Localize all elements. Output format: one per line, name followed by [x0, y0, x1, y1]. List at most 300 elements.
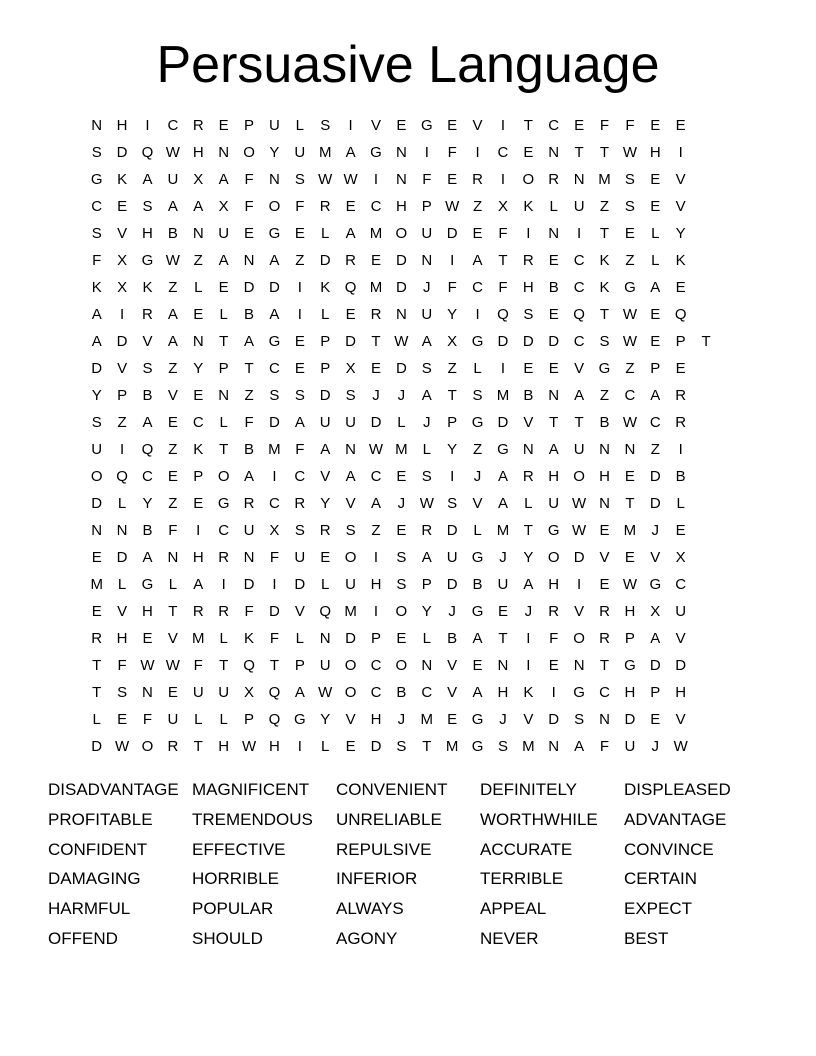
grid-letter: L [321, 738, 330, 755]
grid-letter: G [420, 117, 433, 134]
grid-letter: N [91, 522, 103, 539]
grid-letter: Z [117, 414, 127, 431]
grid-letter: A [574, 387, 585, 404]
grid-letter: F [244, 603, 254, 620]
grid-letter: Z [472, 441, 483, 458]
grid-letter: A [244, 468, 255, 485]
grid-letter: L [473, 360, 482, 377]
grid-letter: A [142, 171, 153, 188]
grid-letter: U [548, 495, 560, 512]
grid-letter: S [345, 522, 356, 539]
grid-letter: E [396, 468, 407, 485]
grid-row [84, 436, 719, 463]
grid-letter: E [396, 630, 407, 647]
grid-letter: V [167, 630, 178, 647]
grid-letter: S [91, 414, 102, 431]
grid-letter: L [219, 306, 228, 323]
page-title: Persuasive Language [156, 36, 660, 94]
grid-letter: N [192, 333, 204, 350]
grid-letter: H [116, 630, 128, 647]
grid-letter: R [599, 630, 610, 647]
grid-letter: E [117, 711, 128, 728]
grid-letter: X [269, 522, 280, 539]
grid-letter: A [91, 333, 102, 350]
grid-letter: U [319, 657, 331, 674]
grid-letter: V [117, 360, 128, 377]
grid-letter: M [496, 522, 510, 539]
grid-letter: V [117, 603, 128, 620]
grid-letter: E [447, 711, 458, 728]
grid-letter: X [244, 684, 255, 701]
grid-letter: G [598, 360, 611, 377]
grid-letter: R [548, 171, 560, 188]
grid-letter: L [473, 522, 482, 539]
grid-letter: E [345, 198, 356, 215]
grid-letter: B [396, 684, 407, 701]
grid-letter: P [421, 198, 432, 215]
grid-row [84, 544, 719, 571]
word-list-item: DEFINITELY [480, 780, 577, 799]
grid-row [84, 247, 719, 274]
grid-letter: O [344, 549, 357, 566]
grid-letter: L [194, 279, 203, 296]
grid-letter: I [221, 576, 226, 593]
grid-letter: X [497, 198, 508, 215]
grid-letter: L [168, 576, 178, 593]
grid-letter: J [473, 468, 482, 485]
word-list-item: APPEAL [480, 899, 547, 919]
grid-letter: C [370, 198, 382, 215]
grid-letter: T [219, 333, 229, 350]
grid-letter: Q [116, 468, 128, 485]
grid-letter: J [372, 387, 380, 404]
grid-letter: F [498, 279, 508, 296]
grid-letter: L [117, 495, 127, 512]
word-list-item: DAMAGING [48, 869, 141, 889]
grid-letter: H [649, 144, 661, 161]
grid-letter: W [622, 333, 637, 350]
grid-letter: D [91, 360, 103, 377]
grid-letter: T [244, 360, 254, 377]
grid-letter: A [320, 441, 331, 458]
grid-letter: Y [91, 387, 102, 404]
grid-letter: W [318, 684, 333, 701]
grid-letter: D [269, 414, 280, 431]
grid-letter: M [623, 522, 637, 539]
grid-letter: A [269, 252, 280, 269]
grid-letter: W [572, 522, 587, 539]
grid-letter: F [244, 171, 254, 188]
grid-letter: L [219, 711, 228, 728]
grid-letter: E [650, 171, 661, 188]
grid-letter: B [142, 387, 153, 404]
grid-letter: O [344, 684, 357, 701]
grid-letter: E [294, 225, 305, 242]
grid-letter: X [117, 279, 128, 296]
grid-letter: E [193, 306, 204, 323]
grid-row [84, 409, 719, 436]
grid-row [84, 652, 719, 679]
grid-letter: D [497, 333, 509, 350]
grid-letter: D [319, 252, 331, 269]
grid-letter: V [472, 495, 483, 512]
grid-letter: X [193, 171, 204, 188]
grid-letter: S [396, 738, 407, 755]
grid-letter: A [421, 549, 432, 566]
grid-letter: E [624, 468, 635, 485]
grid-letter: U [675, 603, 687, 620]
grid-letter: F [498, 225, 508, 242]
grid-letter: S [472, 387, 483, 404]
grid-letter: T [92, 657, 102, 674]
grid-letter: N [421, 657, 433, 674]
grid-letter: I [678, 144, 683, 161]
grid-letter: H [548, 468, 560, 485]
grid-letter: L [92, 711, 101, 728]
grid-letter: G [217, 495, 230, 512]
grid-letter: P [320, 360, 331, 377]
grid-letter: E [650, 711, 661, 728]
grid-letter: S [294, 171, 305, 188]
grid-letter: C [472, 279, 483, 296]
grid-letter: A [370, 495, 381, 512]
grid-letter: V [675, 171, 686, 188]
grid-letter: Z [295, 252, 305, 269]
grid-letter: Q [344, 279, 357, 296]
grid-letter: T [193, 738, 203, 755]
grid-letter: P [624, 630, 635, 647]
grid-letter: Y [320, 711, 331, 728]
grid-letter: L [422, 441, 431, 458]
grid-letter: M [344, 603, 357, 620]
grid-letter: E [624, 549, 635, 566]
grid-letter: L [321, 576, 330, 593]
grid-letter: M [395, 441, 408, 458]
grid-letter: N [599, 711, 610, 728]
word-list-item: MAGNIFICENT [192, 780, 310, 799]
grid-letter: S [91, 144, 102, 161]
grid-letter: P [370, 630, 381, 647]
grid-letter: T [599, 225, 610, 242]
grid-letter: A [91, 306, 102, 323]
grid-letter: C [599, 684, 610, 701]
grid-letter: A [167, 333, 178, 350]
grid-letter: G [268, 333, 281, 350]
grid-letter: G [471, 603, 484, 620]
grid-letter: S [599, 333, 610, 350]
grid-letter: Q [243, 657, 255, 674]
grid-letter: V [599, 549, 610, 566]
grid-letter: P [218, 360, 229, 377]
grid-letter: R [294, 495, 306, 512]
grid-letter: V [447, 657, 458, 674]
grid-letter: L [321, 225, 330, 242]
grid-letter: D [294, 576, 306, 593]
grid-letter: E [396, 117, 407, 134]
grid-letter: N [345, 441, 357, 458]
grid-letter: F [117, 657, 127, 674]
grid-letter: S [320, 117, 331, 134]
grid-letter: F [168, 522, 178, 539]
grid-letter: H [522, 279, 534, 296]
word-list-item: CONVENIENT [336, 780, 448, 799]
word-search-grid [84, 112, 719, 760]
grid-letter: E [523, 144, 534, 161]
grid-letter: C [573, 333, 585, 350]
word-list-item: UNRELIABLE [336, 809, 442, 829]
grid-letter: R [345, 252, 357, 269]
grid-letter: X [117, 252, 128, 269]
grid-letter: A [142, 549, 153, 566]
grid-letter: S [421, 468, 432, 485]
grid-row [84, 274, 719, 301]
grid-letter: C [573, 252, 585, 269]
grid-letter: Q [319, 603, 332, 620]
grid-letter: C [294, 468, 306, 485]
grid-letter: T [269, 657, 280, 674]
grid-letter: E [497, 603, 508, 620]
grid-letter: U [218, 684, 230, 701]
grid-letter: Y [269, 144, 280, 161]
grid-letter: K [117, 171, 128, 188]
grid-letter: R [522, 468, 534, 485]
grid-letter: M [318, 144, 332, 161]
grid-letter: Z [472, 198, 483, 215]
grid-letter: M [496, 387, 510, 404]
grid-letter: S [294, 522, 305, 539]
grid-letter: E [193, 495, 204, 512]
grid-letter: A [218, 171, 229, 188]
grid-letter: B [599, 414, 610, 431]
grid-letter: Y [447, 441, 458, 458]
grid-letter: Q [573, 306, 585, 323]
grid-letter: U [294, 549, 306, 566]
grid-letter: G [268, 225, 281, 242]
grid-letter: U [91, 441, 103, 458]
grid-letter: F [193, 657, 203, 674]
grid-letter: A [472, 684, 483, 701]
grid-letter: Y [523, 549, 534, 566]
grid-letter: U [421, 306, 433, 323]
word-list-item: HARMFUL [48, 899, 131, 919]
grid-letter: E [218, 117, 229, 134]
word-list-item: OFFEND [48, 928, 118, 948]
grid-letter: N [573, 657, 585, 674]
grid-letter: Y [675, 225, 686, 242]
grid-letter: C [269, 495, 280, 512]
grid-letter: E [650, 306, 661, 323]
grid-letter: J [423, 279, 431, 296]
grid-letter: C [421, 684, 433, 701]
grid-letter: E [244, 225, 255, 242]
grid-letter: I [297, 738, 302, 755]
grid-letter: F [422, 171, 432, 188]
grid-letter: F [269, 549, 280, 566]
grid-letter: F [549, 630, 559, 647]
grid-letter: E [294, 360, 305, 377]
grid-letter: T [92, 684, 102, 701]
grid-letter: A [472, 630, 483, 647]
grid-letter: N [599, 495, 610, 512]
grid-letter: V [320, 468, 331, 485]
grid-letter: D [243, 576, 255, 593]
grid-letter: A [142, 414, 153, 431]
grid-letter: D [522, 333, 534, 350]
grid-letter: S [117, 684, 128, 701]
word-list-item: CONFIDENT [48, 839, 148, 859]
grid-letter: T [523, 522, 533, 539]
grid-letter: A [244, 333, 255, 350]
grid-letter: I [272, 576, 277, 593]
grid-letter: O [243, 144, 255, 161]
grid-letter: I [272, 468, 277, 485]
grid-letter: E [294, 333, 305, 350]
grid-letter: G [624, 657, 636, 674]
grid-letter: E [370, 252, 381, 269]
word-list-item: ALWAYS [336, 899, 404, 919]
grid-letter: J [651, 522, 660, 539]
grid-row [84, 139, 719, 166]
grid-letter: E [675, 360, 686, 377]
grid-letter: N [548, 144, 560, 161]
word-list-item: EXPECT [624, 899, 693, 919]
grid-letter: C [370, 468, 382, 485]
word-list-item: DISADVANTAGE [48, 780, 179, 799]
grid-letter: E [574, 117, 585, 134]
grid-letter: H [370, 711, 382, 728]
word-list-item: CONVINCE [624, 839, 714, 859]
grid-letter: T [219, 657, 229, 674]
grid-letter: W [572, 495, 587, 512]
grid-letter: D [395, 279, 407, 296]
grid-letter: O [395, 225, 408, 242]
grid-letter: E [396, 522, 407, 539]
grid-letter: H [142, 225, 153, 242]
grid-letter: X [345, 360, 356, 377]
grid-letter: R [599, 603, 610, 620]
word-list-item: TREMENDOUS [192, 809, 313, 829]
grid-letter: G [471, 549, 484, 566]
grid-letter: B [523, 387, 534, 404]
grid-row [84, 706, 719, 733]
word-list-item: HORRIBLE [192, 869, 279, 889]
grid-letter: V [117, 225, 128, 242]
grid-letter: T [447, 387, 457, 404]
grid-letter: M [598, 171, 611, 188]
grid-letter: G [573, 684, 585, 701]
grid-letter: I [475, 144, 480, 161]
grid-letter: N [624, 441, 636, 458]
grid-letter: U [167, 711, 179, 728]
grid-letter: U [294, 144, 306, 161]
grid-letter: K [142, 279, 153, 296]
grid-letter: H [675, 684, 687, 701]
grid-letter: E [599, 522, 610, 539]
grid-letter: U [319, 414, 331, 431]
grid-letter: P [650, 360, 661, 377]
grid-letter: Y [447, 306, 458, 323]
grid-letter: A [421, 333, 432, 350]
grid-letter: E [523, 360, 534, 377]
grid-row [84, 463, 719, 490]
grid-letter: K [523, 684, 534, 701]
grid-letter: T [498, 630, 508, 647]
grid-letter: K [244, 630, 255, 647]
grid-letter: P [675, 333, 686, 350]
word-list-item: AGONY [336, 928, 398, 948]
grid-letter: S [269, 387, 280, 404]
grid-letter: F [92, 252, 102, 269]
grid-letter: C [142, 468, 153, 485]
grid-letter: E [548, 306, 559, 323]
grid-letter: H [599, 468, 610, 485]
grid-letter: N [116, 522, 128, 539]
grid-letter: L [295, 117, 304, 134]
grid-letter: E [650, 198, 661, 215]
grid-letter: T [168, 603, 178, 620]
grid-letter: B [675, 468, 686, 485]
grid-letter: D [269, 603, 280, 620]
grid-letter: R [522, 252, 534, 269]
grid-letter: G [90, 171, 103, 188]
grid-letter: U [573, 441, 585, 458]
grid-letter: I [348, 117, 353, 134]
grid-row [84, 328, 719, 355]
grid-letter: S [142, 360, 153, 377]
grid-letter: T [599, 144, 610, 161]
grid-letter: V [142, 333, 153, 350]
grid-letter: C [218, 522, 230, 539]
grid-letter: W [394, 333, 409, 350]
grid-letter: C [167, 117, 179, 134]
grid-letter: F [447, 279, 457, 296]
grid-letter: I [577, 225, 582, 242]
grid-letter: A [345, 144, 356, 161]
grid-letter: E [117, 198, 128, 215]
grid-letter: R [167, 738, 179, 755]
grid-letter: O [395, 657, 408, 674]
grid-letter: D [319, 387, 331, 404]
grid-letter: I [120, 441, 125, 458]
grid-letter: A [574, 738, 585, 755]
grid-letter: F [447, 144, 457, 161]
grid-letter: D [116, 333, 128, 350]
grid-letter: N [319, 630, 331, 647]
grid-letter: N [218, 144, 230, 161]
grid-letter: K [599, 279, 610, 296]
grid-letter: I [526, 630, 531, 647]
grid-letter: Q [497, 306, 509, 323]
grid-letter: C [548, 117, 560, 134]
word-list-item: CERTAIN [624, 869, 698, 889]
word-list-item: TERRIBLE [480, 869, 564, 889]
grid-letter: W [445, 198, 460, 215]
grid-letter: S [91, 225, 102, 242]
grid-letter: E [472, 657, 483, 674]
grid-letter: D [548, 333, 560, 350]
grid-letter: S [142, 198, 153, 215]
grid-letter: D [497, 414, 509, 431]
grid-letter: F [599, 117, 610, 134]
grid-letter: U [446, 549, 458, 566]
grid-letter: H [395, 198, 407, 215]
grid-letter: R [675, 387, 687, 404]
grid-letter: A [193, 198, 204, 215]
grid-row [84, 166, 719, 193]
grid-letter: C [370, 657, 382, 674]
word-list-item: ACCURATE [480, 839, 573, 859]
grid-letter: R [472, 171, 483, 188]
